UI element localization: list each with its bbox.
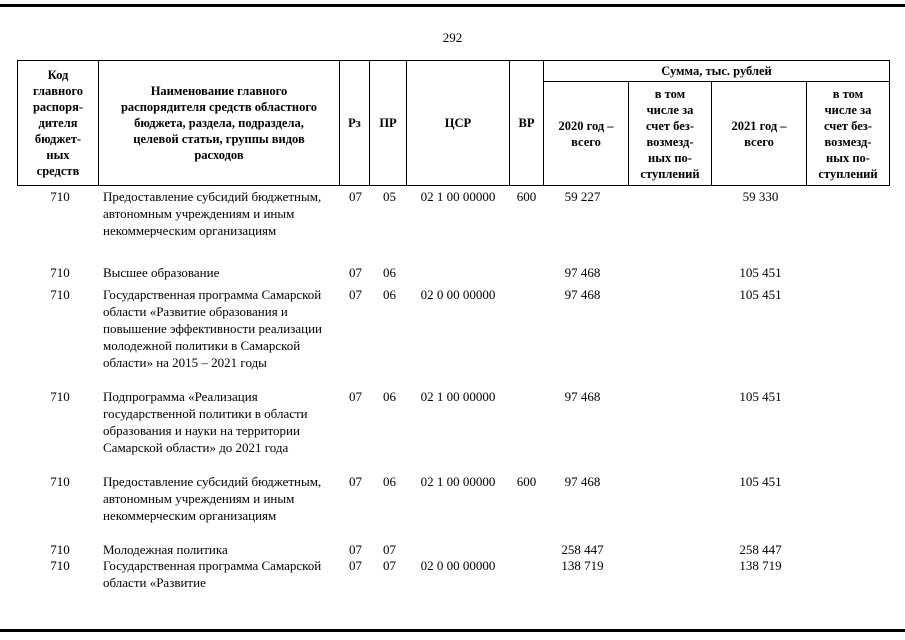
top-rule <box>0 4 905 7</box>
cell-code: 710 <box>50 265 70 280</box>
cell-rz: 07 <box>349 389 362 404</box>
cell-2021-total: 105 451 <box>739 474 782 489</box>
cell-rz: 07 <box>349 287 362 302</box>
cell-name: Государственная программа Самарской области «Развитие образования и повышение эффективности реализации молодежной политики в Самарской области» на 2015 – 2021 годы <box>103 287 322 370</box>
cell-rz: 07 <box>349 265 362 280</box>
header-name: Наименование главного распорядителя средств областного бюджета, раздела, подраздела, целевой статьи, группы видов расходов <box>98 60 340 186</box>
header-code: Код главного распоря-дителя бюджет-ных средств <box>17 60 99 186</box>
cell-pr: 05 <box>383 189 396 204</box>
header-csr: ЦСР <box>406 60 510 186</box>
cell-rz: 07 <box>349 189 362 204</box>
cell-name: Подпрограмма «Реализация государственной политики в области образования и науки на территории Самарской области» до 2021 года <box>103 389 308 455</box>
cell-csr: 02 1 00 00000 <box>420 389 496 404</box>
cell-2021-total: 105 451 <box>739 389 782 404</box>
cell-rz: 07 <box>349 542 362 557</box>
bottom-rule <box>0 629 905 632</box>
cell-pr: 06 <box>383 474 396 489</box>
header-sum: Сумма, тыс. рублей <box>543 60 890 82</box>
cell-2020-total: 97 468 <box>564 389 601 404</box>
header-2020-incl: в том числе за счет без-возмезд-ных по-ступлений <box>628 81 712 186</box>
cell-csr: 02 0 00 00000 <box>420 287 496 302</box>
cell-2020-total: 258 447 <box>561 542 604 557</box>
cell-2021-total: 59 330 <box>742 189 779 204</box>
page-number: 292 <box>442 30 463 45</box>
cell-2021-total: 105 451 <box>739 265 782 280</box>
cell-pr: 06 <box>383 389 396 404</box>
header-vr: ВР <box>509 60 544 186</box>
cell-vr: 600 <box>516 189 537 204</box>
cell-2021-total: 105 451 <box>739 287 782 302</box>
cell-2021-total: 138 719 <box>739 558 782 573</box>
cell-pr: 06 <box>383 287 396 302</box>
cell-name: Предоставление субсидий бюджетным, автономным учреждениям и иным некоммерческим организациям <box>103 189 322 238</box>
cell-code: 710 <box>50 287 70 302</box>
cell-name: Государственная программа Самарской области «Развитие <box>103 558 322 590</box>
cell-rz: 07 <box>349 474 362 489</box>
cell-2020-total: 97 468 <box>564 287 601 302</box>
cell-name: Предоставление субсидий бюджетным, автономным учреждениям и иным некоммерческим организациям <box>103 474 322 523</box>
cell-rz: 07 <box>349 558 362 573</box>
header-2021-total: 2021 год – всего <box>711 81 807 186</box>
cell-code: 710 <box>50 474 70 489</box>
cell-2020-total: 138 719 <box>561 558 604 573</box>
cell-code: 710 <box>50 558 70 573</box>
cell-code: 710 <box>50 189 70 204</box>
cell-vr: 600 <box>516 474 537 489</box>
cell-2020-total: 59 227 <box>564 189 601 204</box>
cell-csr: 02 0 00 00000 <box>420 558 496 573</box>
header-pr: ПР <box>369 60 407 186</box>
cell-code: 710 <box>50 389 70 404</box>
cell-2020-total: 97 468 <box>564 265 601 280</box>
cell-code: 710 <box>50 542 70 557</box>
cell-2021-total: 258 447 <box>739 542 782 557</box>
cell-pr: 06 <box>383 265 396 280</box>
cell-csr: 02 1 00 00000 <box>420 189 496 204</box>
header-2021-incl: в том числе за счет без-возмезд-ных по-ступлений <box>806 81 890 186</box>
cell-pr: 07 <box>383 542 396 557</box>
cell-2020-total: 97 468 <box>564 474 601 489</box>
cell-name: Высшее образование <box>103 265 220 280</box>
header-rz: Рз <box>339 60 370 186</box>
cell-name: Молодежная политика <box>103 542 228 557</box>
cell-pr: 07 <box>383 558 396 573</box>
cell-csr: 02 1 00 00000 <box>420 474 496 489</box>
header-2020-total: 2020 год – всего <box>543 81 629 186</box>
